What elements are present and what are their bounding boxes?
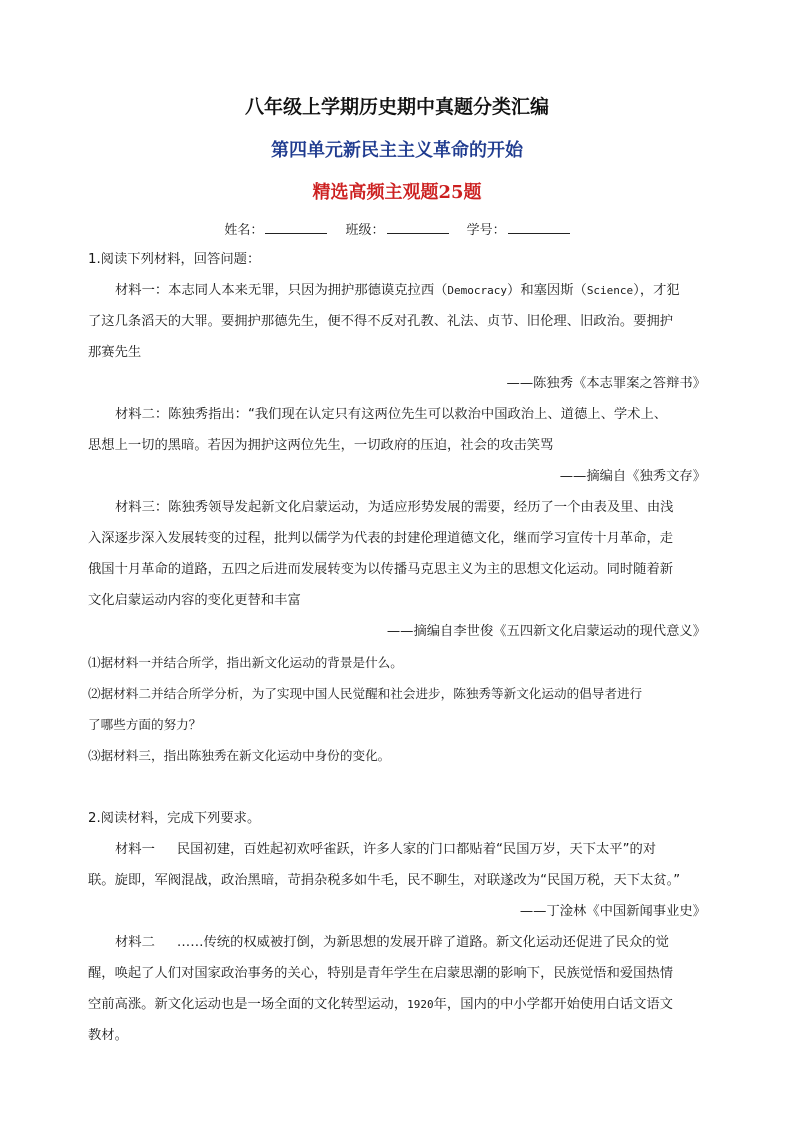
q1-material-1-line-2: 了这几条滔天的大罪。要拥护那德先生，便不得不反对孔教、礼法、贞节、旧伦理、旧政治。要拥护 [88, 314, 674, 329]
student-info-line [0, 219, 794, 238]
q1-material-2-source: ——摘编自《独秀文存》 [559, 469, 706, 484]
q2-material-2-line-3 [88, 996, 718, 1014]
q1-m1-science: Science [586, 284, 634, 297]
unit-title: 第四单元新民主主义革命的开始 [271, 140, 523, 161]
q1-m1-text-c: ），才犯 [633, 283, 680, 298]
q1-m1-democracy: Democracy [447, 284, 508, 297]
q2-material-1-source: ——丁淦林《中国新闻事业史》 [519, 904, 706, 919]
q1-m1-text-a: 材料一：本志同人本来无罪，只因为拥护那德谟克拉西（ [115, 283, 448, 298]
q2-material-1-line-2: 联。旋即，军阀混战，政治黑暗，苛捐杂税多如牛毛，民不聊生，对联遂改为“民国万税，天下太贫。” [88, 873, 681, 888]
q2-m1-text: 民国初建，百姓起初欢呼雀跃，许多人家的门口都贴着“民国万岁，天下太平”的对 [176, 842, 657, 857]
q1-material-2-line-1: 材料二：陈独秀指出：“我们现在认定只有这两位先生可以救治中国政治上、道德上、学术上、 [115, 407, 668, 422]
q2-m1-label: 材料一 [115, 842, 155, 857]
q1-subquestion-3: ⑶据材料三，指出陈独秀在新文化运动中身份的变化。 [88, 748, 391, 763]
q2-m2-text-a: 空前高涨。新文化运动也是一场全面的文化转型运动， [88, 997, 408, 1012]
q1-material-1-line-1 [115, 282, 745, 300]
q1-material-3-line-3: 俄国十月革命的道路，五四之后进而发展转变为以传播马克思主义为主的思想文化运动。同时随着新 [88, 562, 674, 577]
name-label: 姓名： [224, 223, 264, 238]
class-label: 班级： [345, 223, 385, 238]
id-label: 学号： [466, 223, 506, 238]
question-1-prompt: 1.阅读下列材料，回答问题： [88, 252, 261, 267]
q2-material-2-line-2: 醒，唤起了人们对国家政治事务的关心，特别是青年学生在启蒙思潮的影响下，民族觉悟和爱国热情 [88, 966, 674, 981]
q1-subquestion-1: ⑴据材料一并结合所学，指出新文化运动的背景是什么。 [88, 655, 403, 670]
q1-material-3-source: ——摘编自李世俊《五四新文化启蒙运动的现代意义》 [386, 624, 706, 639]
q2-m2-text-b: 年，国内的中小学都开始使用白话文语文 [433, 997, 673, 1012]
q1-material-3-line-2: 入深逐步深入发展转变的过程，批判以儒学为代表的封建伦理道德文化，继而学习宣传十月革命，走 [88, 531, 674, 546]
class-blank [387, 221, 449, 234]
q2-material-2-line-1 [115, 934, 745, 952]
id-blank [508, 221, 570, 234]
q1-material-3-line-4: 文化启蒙运动内容的变化更替和丰富 [88, 593, 301, 608]
q1-material-2-line-2: 思想上一切的黑暗。若因为拥护这两位先生，一切政府的压迫，社会的攻击笑骂 [88, 438, 554, 453]
section-title: 精选高频主观题25题 [312, 182, 482, 203]
q2-m2-year: 1920 [407, 998, 434, 1011]
document-title: 八年级上学期历史期中真题分类汇编 [244, 96, 549, 118]
q2-m2-label: 材料二 [115, 935, 155, 950]
q1-material-3-line-1: 材料三：陈独秀领导发起新文化启蒙运动，为适应形势发展的需要，经历了一个由表及里、由浅 [115, 500, 674, 515]
q1-material-1-source: ——陈独秀《本志罪案之答辩书》 [506, 376, 706, 391]
question-2-prompt: 2.阅读材料，完成下列要求。 [88, 811, 261, 826]
q2-m2-text: ……传统的权威被打倒，为新思想的发展开辟了道路。新文化运动还促进了民众的觉 [176, 935, 669, 950]
q1-m1-text-b: ）和塞因斯（ [507, 283, 587, 298]
q2-material-2-line-4: 教材。 [88, 1028, 128, 1043]
q1-subquestion-2-line-1: ⑵据材料二并结合所学分析，为了实现中国人民觉醒和社会进步，陈独秀等新文化运动的倡导者进行 [88, 686, 643, 701]
q1-subquestion-2-line-2: 了哪些方面的努力？ [88, 717, 202, 732]
name-blank [265, 221, 327, 234]
q2-material-1-line-1 [115, 841, 745, 859]
q1-material-1-line-3: 那赛先生 [88, 345, 142, 360]
